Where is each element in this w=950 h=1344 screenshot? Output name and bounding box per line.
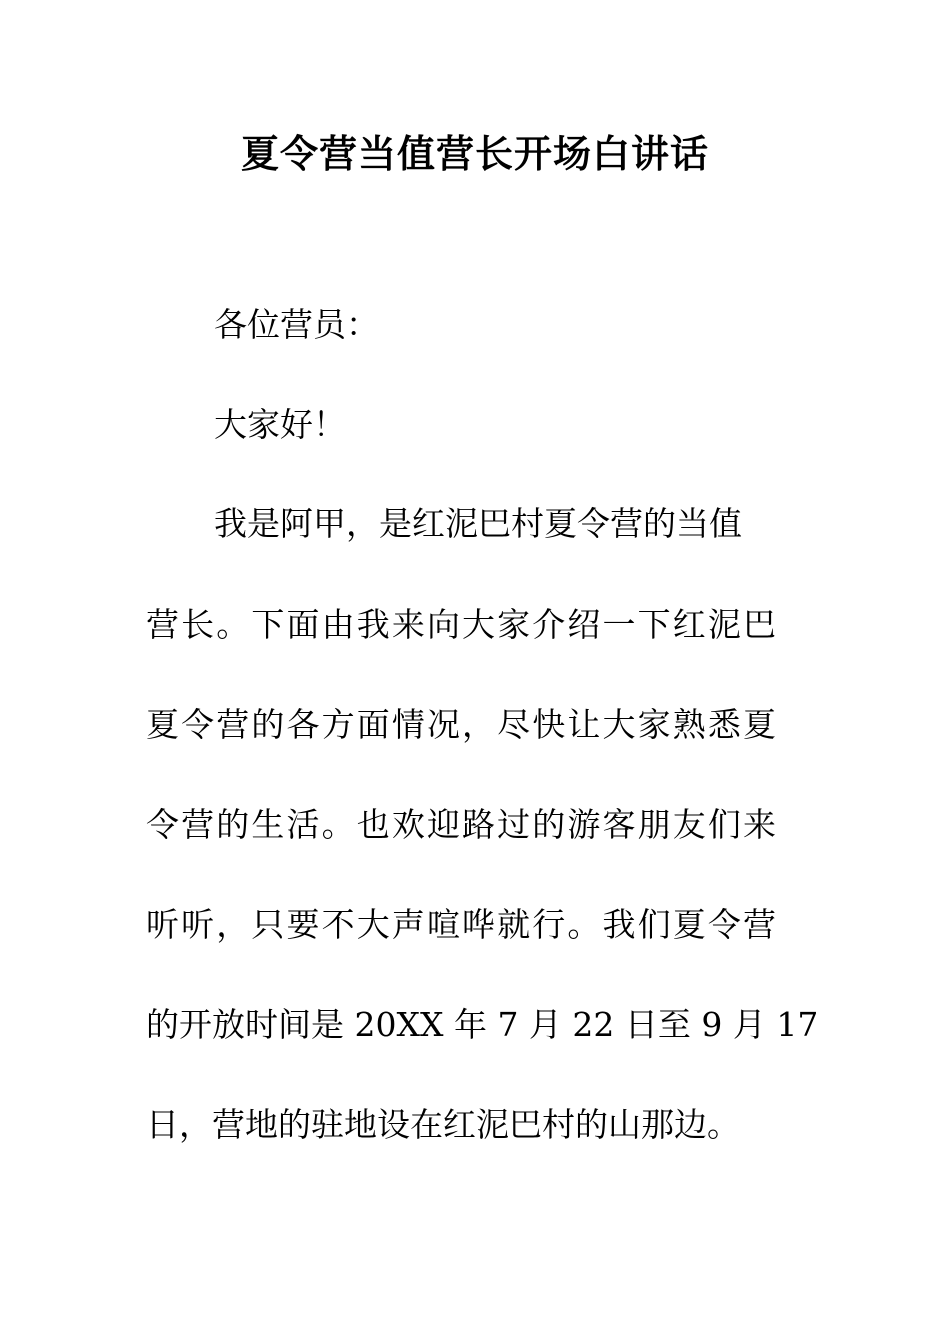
paragraph-line-3: 夏令营的各方面情况，尽快让大家熟悉夏 (146, 705, 776, 744)
paragraph-line-5: 听听，只要不大声喧哗就行。我们夏令营 (146, 905, 776, 944)
paragraph-line-1: 我是阿甲，是红泥巴村夏令营的当值 (214, 504, 742, 543)
greeting: 大家好！ (214, 405, 346, 444)
paragraph-line-2: 营长。下面由我来向大家介绍一下红泥巴 (146, 605, 776, 644)
document-title: 夏令营当值营长开场白讲话 (240, 132, 709, 176)
salutation: 各位营员： (214, 305, 379, 344)
paragraph-line-6: 的开放时间是 20XX 年 7 月 22 日至 9 月 17 (146, 1005, 819, 1044)
paragraph-line-4: 令营的生活。也欢迎路过的游客朋友们来 (146, 805, 776, 844)
paragraph-line-7: 日，营地的驻地设在红泥巴村的山那边。 (146, 1105, 740, 1144)
